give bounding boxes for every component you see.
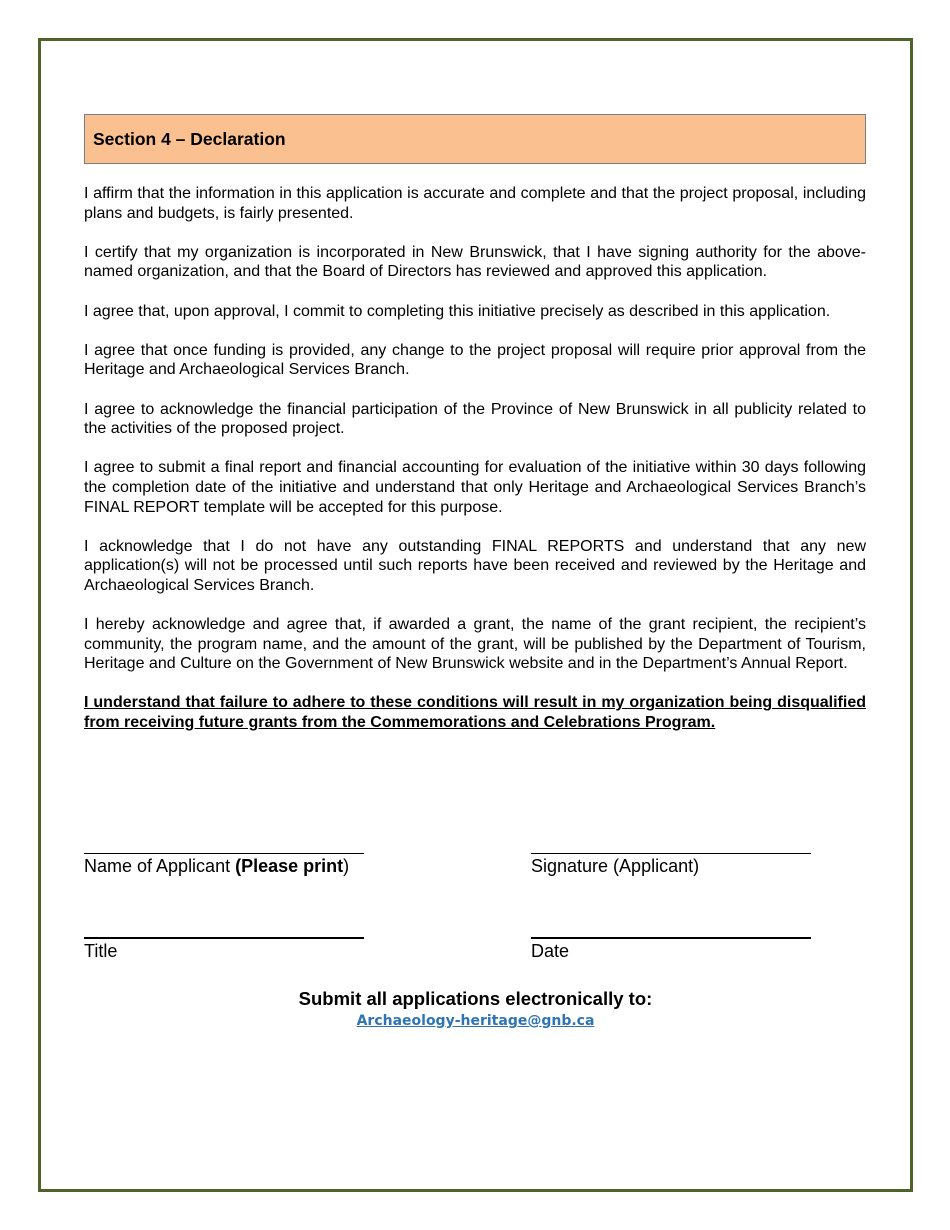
signature-label: Signature (Applicant) [531, 856, 700, 876]
declaration-list [84, 184, 866, 733]
title-label: Title [84, 941, 118, 961]
date-line [531, 937, 811, 939]
section-header [84, 114, 866, 164]
declaration-paragraph: I affirm that the information in this application is accurate and complete and that the project proposal, including plans and budgets, is fairly presented. [84, 185, 866, 222]
conditions-warning: I understand that failure to adhere to these conditions will result in my organization being disqualified from receiving future grants from the Commemorations and Celebrations Program. [84, 694, 866, 732]
date-field[interactable] [531, 937, 811, 962]
applicant-name-field[interactable] [84, 853, 364, 877]
date-label: Date [531, 941, 570, 961]
signature-field[interactable] [531, 853, 811, 877]
title-field[interactable] [84, 937, 364, 962]
signature-line [531, 853, 811, 854]
declaration-section [84, 114, 866, 733]
applicant-name-line [84, 853, 364, 854]
declaration-paragraph: I agree that once funding is provided, any change to the project proposal will require prior approval from the Heritage and Archaeological Services Branch. [84, 341, 866, 379]
section-title: Section 4 – Declaration [93, 128, 286, 149]
submit-block [38, 988, 913, 1030]
declaration-paragraph: I hereby acknowledge and agree that, if awarded a grant, the name of the grant recipient, the recipient’s community, the program name, and the amount of the grant, will be published by the Department of Tourism, Heritage and Culture on the Government of New Brunswick website and in the Department’s Annual Report. [84, 616, 866, 673]
submit-email-link[interactable]: Archaeology-heritage@gnb.ca [356, 1013, 595, 1029]
submit-heading: Submit all applications electronically to: [298, 988, 653, 1009]
declaration-paragraph: I agree that, upon approval, I commit to completing this initiative precisely as described in this application. [84, 302, 831, 320]
title-line [84, 937, 364, 939]
declaration-paragraph: I agree to submit a final report and financial accounting for evaluation of the initiative within 30 days following the completion date of the initiative and understand that only Heritage and Archaeological Services Branch’s FINAL REPORT template will be accepted for this purpose. [84, 459, 866, 516]
declaration-paragraph: I acknowledge that I do not have any outstanding FINAL REPORTS and understand that any new application(s) will not be processed until such reports have been received and reviewed by the Heritage and Archaeological Services Branch. [84, 537, 866, 594]
declaration-paragraph: I agree to acknowledge the financial participation of the Province of New Brunswick in all publicity related to the activities of the proposed project. [84, 400, 866, 438]
applicant-name-label: Name of Applicant (Please print) [84, 856, 350, 876]
declaration-paragraph: I certify that my organization is incorporated in New Brunswick, that I have signing authority for the above-named organization, and that the Board of Directors has reviewed and approved this application. [84, 243, 866, 281]
